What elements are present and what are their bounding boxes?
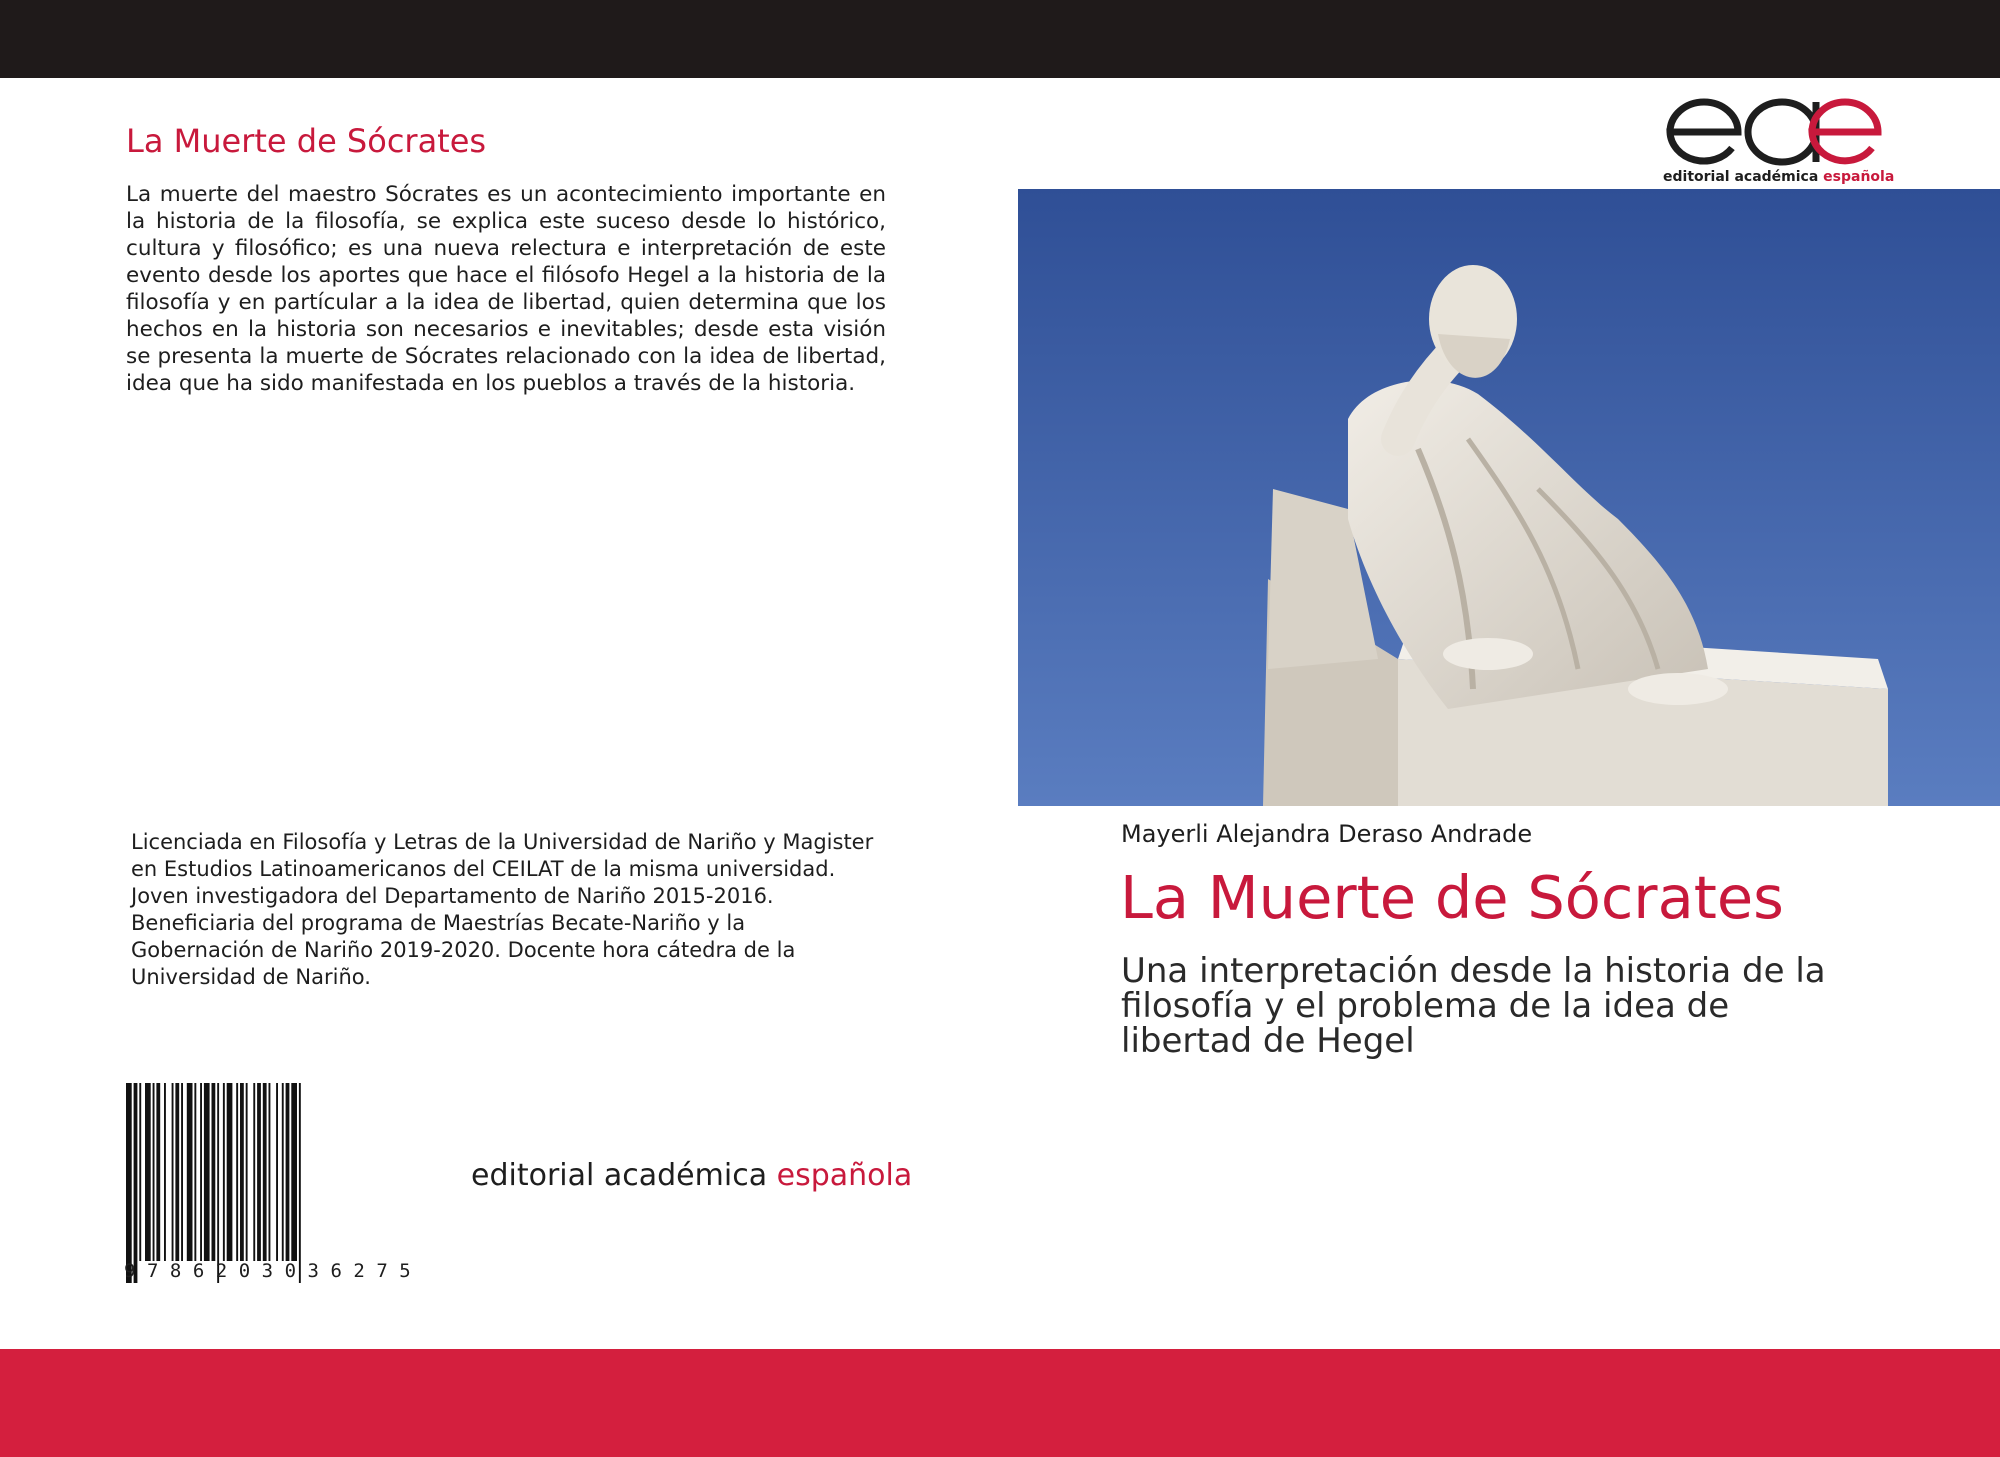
barcode-bar (134, 1083, 138, 1283)
author-bio-line: Universidad de Nariño. (131, 965, 371, 989)
author-bio-line: en Estudios Latinoamericanos del CEILAT de la misma universidad. (131, 857, 836, 881)
barcode-bar (217, 1083, 219, 1283)
barcode-bar (223, 1083, 225, 1261)
front-cover-subtitle (1121, 951, 1921, 1061)
barcode-bar (181, 1083, 183, 1261)
barcode-bar (246, 1083, 248, 1261)
bottom-band (0, 1349, 2000, 1457)
barcode-bar (139, 1083, 141, 1261)
barcode-bar (240, 1083, 244, 1261)
barcode-bar (126, 1083, 132, 1283)
front-cover-title: La Muerte de Sócrates (1120, 863, 1784, 932)
barcode-bar (263, 1083, 267, 1261)
author-bio-line: Beneficiaria del programa de Maestrías Becate-Nariño y la (131, 911, 746, 935)
isbn-barcode (124, 1083, 459, 1283)
back-publisher-name (471, 1158, 912, 1193)
author-bio-line: Licenciada en Filosofía y Letras de la Universidad de Nariño y Magister (131, 830, 874, 854)
barcode-bar (269, 1083, 271, 1261)
barcode-bar (175, 1083, 179, 1261)
barcode-bar (286, 1083, 290, 1261)
barcode-bar (156, 1083, 160, 1261)
back-cover-synopsis: La muerte del maestro Sócrates es un acontecimiento importante en la historia de la filosofía, se explica este suceso desde lo histórico, cultura y filosófico; es una nueva relectura e interpretación de este evento desde los aportes que hace el filósofo Hegel a la historia de la filosofía y en partícular a la idea de libertad, quien determina que los hechos en la historia son necesarios e inevitables; desde esta visión se presenta la muerte de Sócrates relacionado con la idea de libertad, idea que ha sido manifestada en los pueblos a través de la historia. (126, 182, 886, 396)
publisher-logo-icon (1660, 98, 1882, 166)
barcode-bar (204, 1083, 210, 1261)
subtitle-line: libertad de Hegel (1121, 1021, 1415, 1061)
logo-caption (1663, 169, 1894, 185)
barcode-bar (145, 1083, 151, 1261)
barcode-bar (212, 1083, 216, 1261)
barcode-bar (299, 1083, 301, 1283)
socrates-statue-image (1018, 189, 2000, 806)
front-author-name: Mayerli Alejandra Deraso Andrade (1121, 820, 1533, 848)
barcode-bar (227, 1083, 233, 1261)
logo-prefix: editorial académica (1663, 169, 1819, 185)
author-bio (131, 829, 891, 991)
barcode-bar (236, 1083, 238, 1261)
barcode-bar (153, 1083, 155, 1261)
barcode-bar (187, 1083, 193, 1261)
barcode-bar (194, 1083, 196, 1261)
subtitle-line: filosofía y el problema de la idea de (1121, 986, 1730, 1026)
author-bio-line: Gobernación de Nariño 2019-2020. Docente hora cátedra de la (131, 938, 796, 962)
barcode-bar (276, 1083, 278, 1261)
top-band (0, 0, 2000, 78)
subtitle-line: Una interpretación desde la historia de la (1121, 951, 1826, 991)
publisher-accent: española (776, 1158, 913, 1193)
logo-accent: española (1823, 169, 1895, 185)
publisher-prefix: editorial académica (471, 1158, 768, 1193)
barcode-bar (164, 1083, 166, 1261)
barcode-bar (282, 1083, 284, 1261)
barcode-bar (253, 1083, 255, 1261)
barcode-bar (257, 1083, 261, 1261)
barcode-bar (291, 1083, 297, 1261)
isbn-digits: 9786203036275 (124, 1260, 423, 1282)
barcode-bar (172, 1083, 174, 1261)
back-cover-title: La Muerte de Sócrates (126, 122, 487, 160)
barcode-bar (200, 1083, 202, 1261)
author-bio-line: Joven investigadora del Departamento de Nariño 2015-2016. (131, 884, 774, 908)
